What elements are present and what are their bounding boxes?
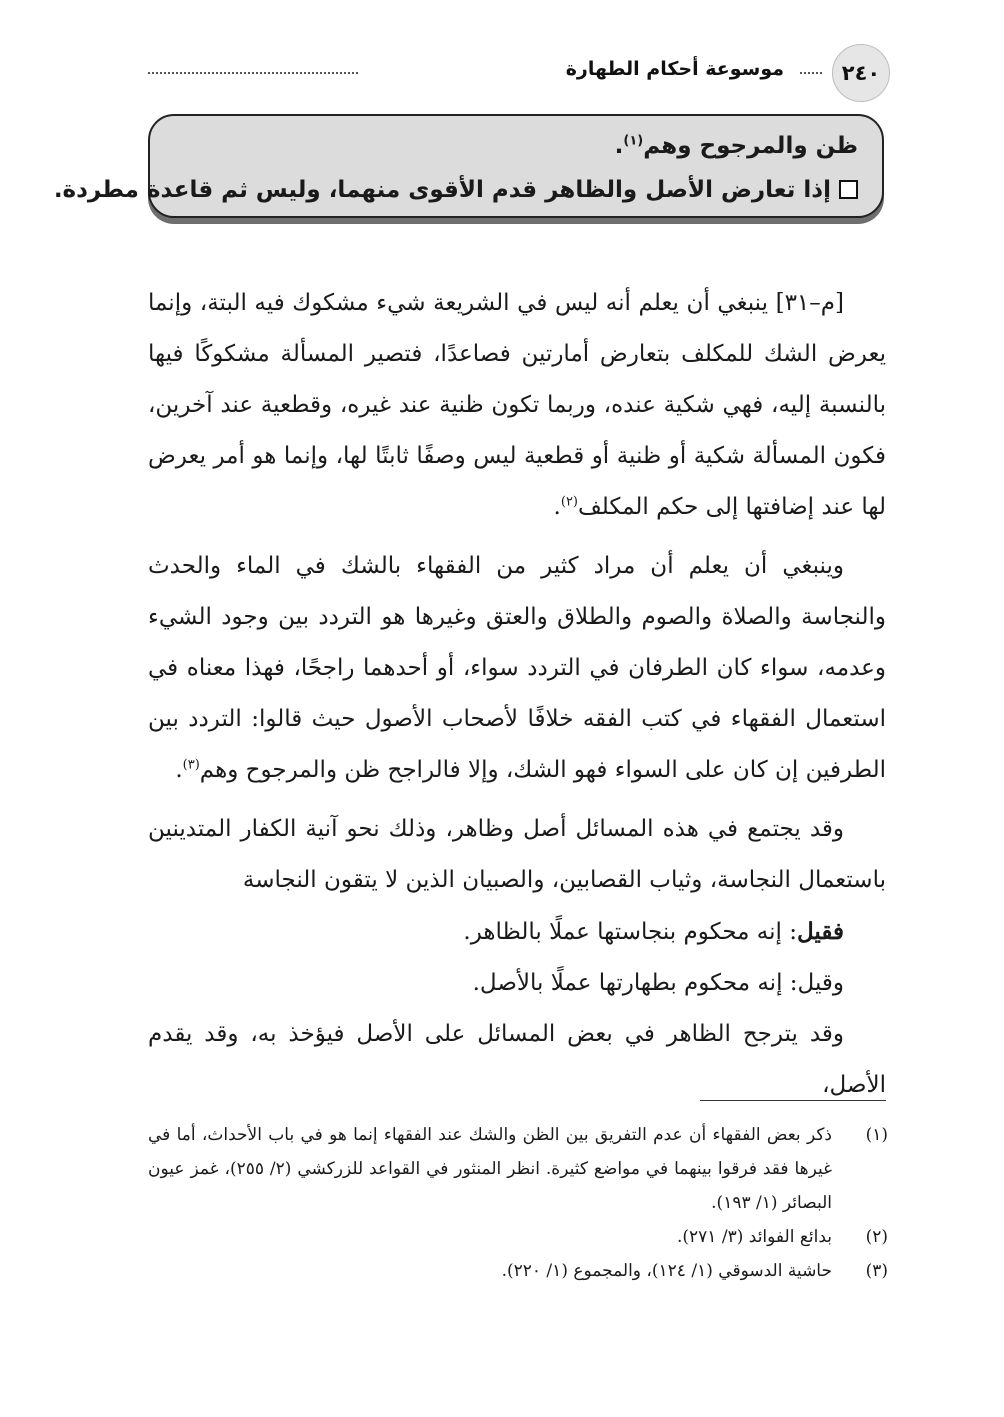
paragraph-4-label: فقيل: [797, 918, 844, 945]
callout-line-2-text: إذا تعارض الأصل والظاهر قدم الأقوى منهما، وليس ثم قاعدة مطردة.: [53, 177, 831, 203]
callout-line-1: [170, 124, 858, 168]
footnotes: [148, 1118, 888, 1288]
paragraph-4: [148, 906, 886, 958]
callout-line-2: [53, 168, 858, 212]
paragraph-6: وقد يترجح الظاهر في بعض المسائل على الأصل فيؤخذ به، وقد يقدم الأصل،: [148, 1021, 886, 1098]
book-title: موسوعة أحكام الطهارة: [560, 58, 790, 80]
footnote-ref-2[interactable]: (٢): [560, 494, 578, 510]
footnote-2-num: (٢): [865, 1227, 888, 1247]
footnote-2-text: بدائع الفوائد (٣/ ٢٧١).: [677, 1227, 832, 1247]
rule-callout-box: [53, 114, 884, 218]
header-dots-left: [148, 72, 358, 74]
footnote-1-num: (١): [865, 1125, 888, 1145]
paragraph-5: وقيل: إنه محكوم بطهارتها عملًا بالأصل.: [472, 970, 844, 996]
checkbox-icon: [839, 180, 858, 199]
footnote-2: [148, 1220, 888, 1254]
paragraph-2: [148, 541, 886, 796]
paragraph-1: [148, 278, 886, 533]
callout-line-1-end: .: [614, 133, 624, 159]
footnote-1-text: ذكر بعض الفقهاء أن عدم التفريق بين الظن والشك عند الفقهاء إنما هو في باب الأحداث، أما في غيرها فقد فرقوا بينهما في مواضع كثيرة. انظر المنثور في القواعد للزركشي (٢/ ٢٥٥)، غمز عيون البصائر (١/ ١٩٣).: [148, 1125, 832, 1213]
paragraph-3: وقد يجتمع في هذه المسائل أصل وظاهر، وذلك نحو آنية الكفار المتدينين باستعمال النجاسة، وثياب القصابين، والصبيان الذين لا يتقون النجاسة: [148, 816, 886, 893]
callout-line-1-text: ظن والمرجوح وهم: [643, 133, 858, 159]
paragraph-2-end: .: [175, 757, 183, 783]
paragraph-4-text: : إنه محكوم بنجاستها عملًا بالظاهر.: [463, 919, 797, 945]
footnote-1: [148, 1118, 888, 1220]
footnote-ref-1[interactable]: (١): [623, 133, 644, 149]
footnote-3: [148, 1254, 888, 1288]
paragraph-2-text: وينبغي أن يعلم أن مراد كثير من الفقهاء بالشك في الماء والحدث والنجاسة والصلاة والصوم والطلاق والعتق وغيرها هو التردد بين وجود الشيء وعدمه، سواء كان الطرفان في التردد سواء، أو أحدهما راجحًا، فهذا معناه في استعمال الفقهاء في كتب الفقه خلافًا لأصحاب الأصول حيث قالوا: التردد بين الطرفين إن كان على السواء فهو الشك، وإلا فالراجح ظن والمرجوح وهم: [148, 553, 886, 783]
footnote-3-text: حاشية الدسوقي (١/ ١٢٤)، والمجموع (١/ ٢٢٠).: [501, 1261, 832, 1281]
header-dots-right: [800, 72, 822, 74]
page-number-badge: [832, 44, 890, 102]
main-text: [148, 278, 886, 1111]
paragraph-1-end: .: [553, 494, 561, 520]
footnote-3-num: (٣): [865, 1261, 888, 1281]
page-header: [148, 44, 890, 100]
footnote-separator: [700, 1100, 886, 1101]
footnote-ref-3[interactable]: (٣): [182, 757, 200, 773]
paragraph-1-text: [م–٣١] ينبغي أن يعلم أنه ليس في الشريعة شيء مشكوك فيه البتة، وإنما يعرض الشك للمكلف بتعارض أمارتين فصاعدًا، فتصير المسألة مشكوكًا فيها بالنسبة إليه، فهي شكية عنده، وربما تكون ظنية عند غيره، وقطعية عند آخرين، فكون المسألة شكية أو ظنية أو قطعية ليس وصفًا ثابتًا لها، وإنما هو أمر يعرض لها عند إضافتها إلى حكم المكلف: [148, 290, 886, 520]
page-number: ٢٤٠: [841, 61, 881, 85]
